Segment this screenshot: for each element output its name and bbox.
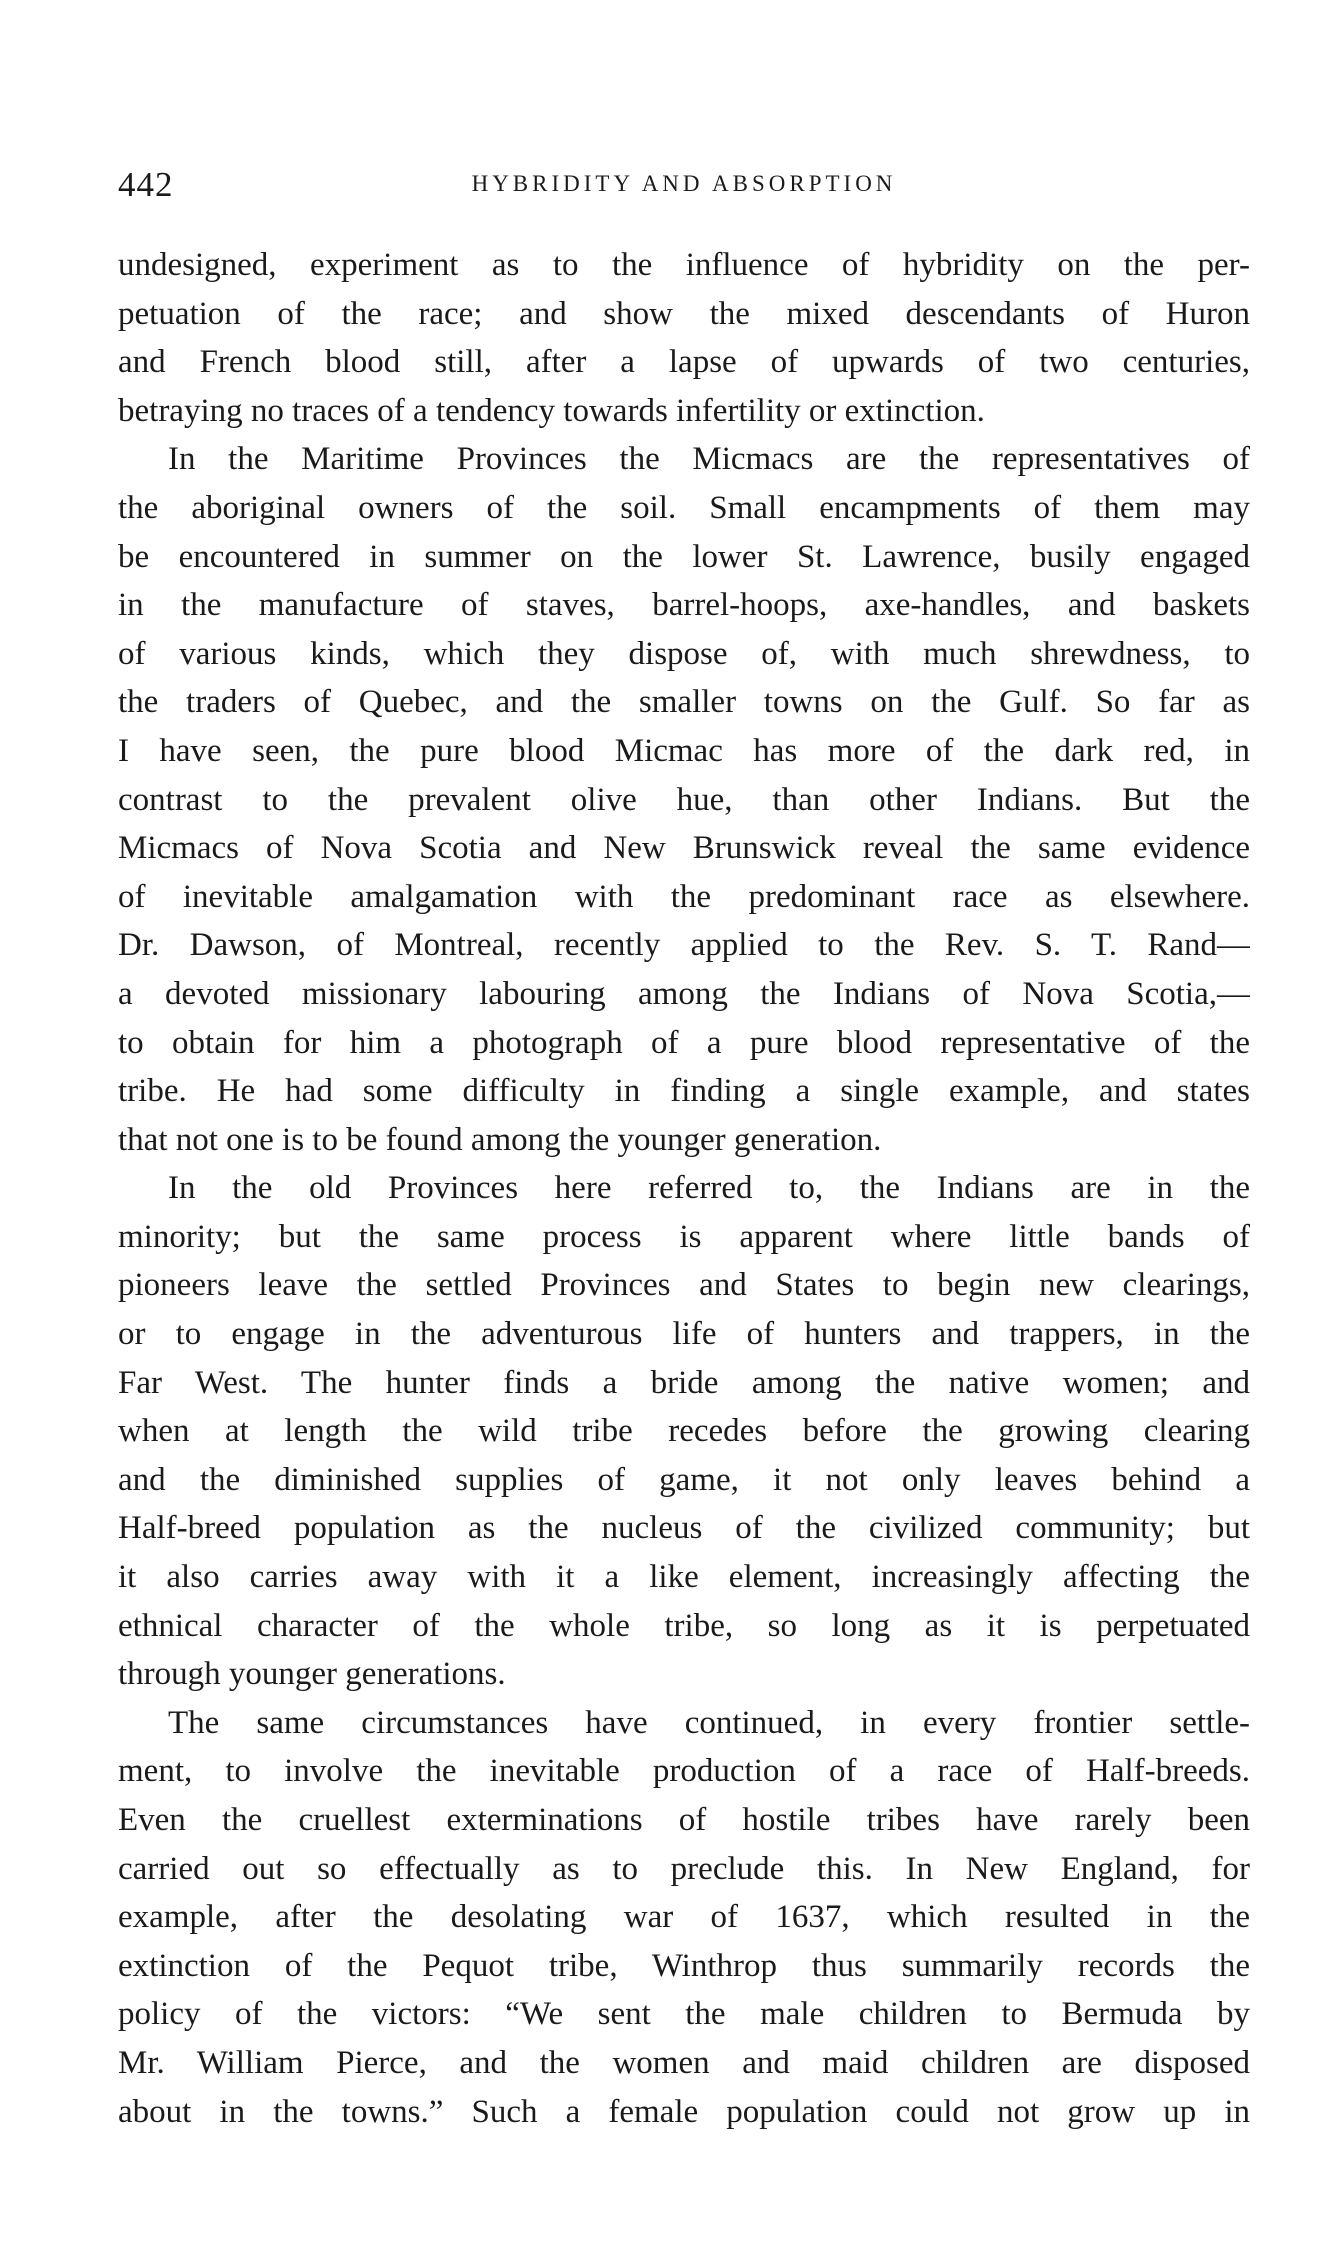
text-line: about in the towns.” Such a female population could not grow up in	[118, 2093, 1250, 2130]
text-line: or to engage in the adventurous life of hunters and trappers, in the	[118, 1316, 1250, 1353]
text-line: to obtain for him a photograph of a pure blood representative of the	[118, 1024, 1250, 1061]
text-line: Half-breed population as the nucleus of the civilized community; but	[118, 1510, 1250, 1547]
paragraph	[118, 435, 1250, 1164]
text-line: contrast to the prevalent olive hue, than other Indians. But the	[118, 781, 1250, 818]
text-line: carried out so effectually as to preclude this. In New England, for	[118, 1850, 1250, 1887]
text-line: Even the cruellest exterminations of hostile tribes have rarely been	[118, 1802, 1250, 1838]
text-line: tribe. He had some difficulty in finding a single example, and states	[118, 1073, 1250, 1110]
page-number: 442	[118, 165, 174, 204]
text-line: it also carries away with it a like element, increasingly affecting the	[118, 1559, 1250, 1596]
page-header	[118, 165, 1250, 213]
text-line: betraying no traces of a tendency towards infertility or extinction.	[118, 392, 985, 429]
text-line: Dr. Dawson, of Montreal, recently applied to the Rev. S. T. Rand—	[118, 927, 1250, 964]
paragraph	[118, 241, 1250, 435]
text-line: I have seen, the pure blood Micmac has more of the dark red, in	[118, 732, 1250, 769]
text-line: example, after the desolating war of 1637, which resulted in the	[118, 1899, 1250, 1936]
book-page	[118, 165, 1250, 2136]
text-line: policy of the victors: “We sent the male children to Bermuda by	[118, 1996, 1250, 2033]
text-line: that not one is to be found among the younger generation.	[118, 1121, 882, 1158]
text-line: ment, to involve the inevitable production of a race of Half-breeds.	[118, 1753, 1250, 1790]
text-line: a devoted missionary labouring among the Indians of Nova Scotia,—	[118, 975, 1250, 1012]
text-line: minority; but the same process is apparent where little bands of	[118, 1218, 1250, 1255]
text-line: and the diminished supplies of game, it not only leaves behind a	[118, 1461, 1250, 1498]
text-line: In the Maritime Provinces the Micmacs are the representatives of	[168, 441, 1250, 478]
paragraph	[118, 1164, 1250, 1699]
text-line: of inevitable amalgamation with the predominant race as elsewhere.	[118, 878, 1250, 915]
text-line: in the manufacture of staves, barrel-hoops, axe-handles, and baskets	[118, 587, 1250, 624]
text-line: In the old Provinces here referred to, the Indians are in the	[168, 1170, 1250, 1207]
text-line: extinction of the Pequot tribe, Winthrop thus summarily records the	[118, 1947, 1250, 1984]
text-line: Mr. William Pierce, and the women and maid children are disposed	[118, 2044, 1250, 2081]
text-line: of various kinds, which they dispose of, with much shrewdness, to	[118, 635, 1250, 672]
text-line: undesigned, experiment as to the influence of hybridity on the per-	[118, 247, 1250, 283]
text-line: petuation of the race; and show the mixed descendants of Huron	[118, 295, 1250, 332]
text-line: Micmacs of Nova Scotia and New Brunswick reveal the same evidence	[118, 830, 1250, 867]
text-line: ethnical character of the whole tribe, so long as it is perpetuated	[118, 1607, 1250, 1644]
running-head: HYBRIDITY AND ABSORPTION	[471, 171, 897, 196]
text-line: through younger generations.	[118, 1656, 506, 1693]
text-line: be encountered in summer on the lower St. Lawrence, busily engaged	[118, 538, 1250, 575]
text-line: the aboriginal owners of the soil. Small encampments of them may	[118, 489, 1250, 526]
text-line: The same circumstances have continued, in every frontier settle-	[168, 1704, 1250, 1741]
text-line: when at length the wild tribe recedes before the growing clearing	[118, 1413, 1250, 1450]
paragraph	[118, 1699, 1250, 2136]
text-line: and French blood still, after a lapse of upwards of two centuries,	[118, 344, 1250, 381]
body-text	[118, 241, 1250, 2136]
text-line: the traders of Quebec, and the smaller towns on the Gulf. So far as	[118, 684, 1250, 721]
text-line: Far West. The hunter finds a bride among the native women; and	[118, 1364, 1250, 1401]
text-line: pioneers leave the settled Provinces and States to begin new clearings,	[118, 1267, 1250, 1304]
